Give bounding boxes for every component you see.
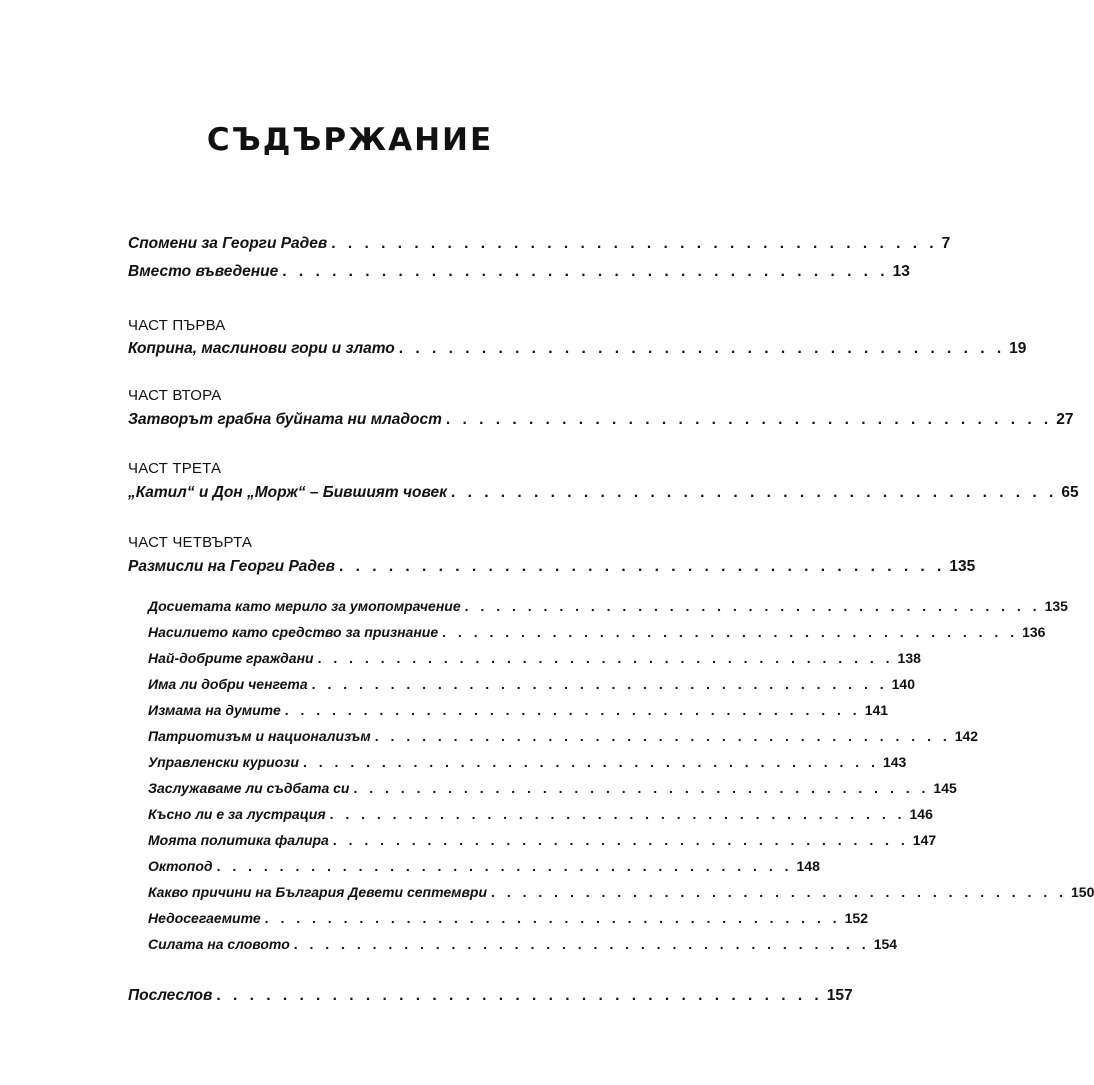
toc-entry-title: „Катил“ и Дон „Морж“ – Бившият човек (128, 484, 447, 501)
dot-leader: . . . . . . . . . . . . . . . . . . . . . . . . . . . . . . . . . . . . . (338, 558, 946, 575)
dot-leader: . . . . . . . . . . . . . . . . . . . . . . . . . . . . . . . . . . . . . (398, 340, 1006, 357)
toc-sub-entry[interactable] (148, 751, 907, 773)
part-label-1: ЧАСТ ПЪРВА (128, 317, 226, 334)
toc-entry-title: Управленски куриози (148, 754, 299, 770)
toc-entry-title: Размисли на Георги Радев (128, 558, 335, 575)
page-title: СЪДЪРЖАНИЕ (206, 122, 494, 158)
toc-entry-title: Недосегаемите (148, 910, 261, 926)
toc-page-number: 136 (1022, 624, 1046, 640)
toc-page-number: 147 (912, 832, 937, 848)
toc-entry-part-3[interactable] (128, 482, 1079, 504)
toc-entry-title: Моята политика фалира (148, 832, 329, 848)
toc-entry-introduction[interactable] (128, 261, 910, 283)
toc-sub-entry[interactable] (148, 881, 1094, 903)
toc-entry-title: Най-добрите граждани (148, 650, 314, 666)
toc-sub-entry[interactable] (148, 673, 915, 695)
toc-page-number: 157 (826, 987, 853, 1004)
toc-sub-entry[interactable] (148, 777, 957, 799)
toc-entry-memories[interactable] (128, 233, 951, 255)
toc-page-number: 148 (796, 858, 820, 874)
toc-entry-title: Силата на словото (148, 936, 290, 952)
dot-leader: . . . . . . . . . . . . . . . . . . . . . . . . . . . . . . . . . . . . . (450, 484, 1058, 501)
dot-leader: . . . . . . . . . . . . . . . . . . . . . . . . . . . . . . . . . . . . . (302, 754, 879, 770)
part-label-2: ЧАСТ ВТОРА (128, 387, 222, 404)
toc-page-number: 145 (933, 780, 957, 796)
dot-leader: . . . . . . . . . . . . . . . . . . . . . . . . . . . . . . . . . . . . . (353, 780, 930, 796)
toc-sub-entry[interactable] (148, 621, 1046, 643)
toc-sub-entry[interactable] (148, 855, 820, 877)
toc-entry-title: Патриотизъм и национализъм (148, 728, 371, 744)
toc-page-number: 135 (949, 558, 976, 575)
dot-leader: . . . . . . . . . . . . . . . . . . . . . . . . . . . . . . . . . . . . . (331, 235, 938, 252)
toc-page-number: 143 (882, 754, 907, 770)
toc-sub-entry[interactable] (148, 803, 933, 825)
toc-entry-title: Заслужаваме ли съдбата си (148, 780, 350, 796)
toc-sub-entry[interactable] (148, 699, 889, 721)
toc-entry-part-2[interactable] (128, 409, 1074, 431)
dot-leader: . . . . . . . . . . . . . . . . . . . . . . . . . . . . . . . . . . . . . (216, 987, 823, 1004)
toc-sub-entry[interactable] (148, 725, 979, 747)
toc-sub-entry[interactable] (148, 907, 868, 929)
toc-sub-entry[interactable] (148, 829, 937, 851)
dot-leader: . . . . . . . . . . . . . . . . . . . . . . . . . . . . . . . . . . . . . (464, 598, 1041, 614)
dot-leader: . . . . . . . . . . . . . . . . . . . . . . . . . . . . . . . . . . . . . (442, 624, 1019, 640)
toc-entry-title: Вместо въведение (128, 263, 279, 280)
toc-page-number: 19 (1009, 340, 1027, 357)
dot-leader: . . . . . . . . . . . . . . . . . . . . . . . . . . . . . . . . . . . . . (329, 806, 906, 822)
toc-page-number: 27 (1056, 411, 1074, 428)
dot-leader: . . . . . . . . . . . . . . . . . . . . . . . . . . . . . . . . . . . . . (284, 702, 861, 718)
dot-leader: . . . . . . . . . . . . . . . . . . . . . . . . . . . . . . . . . . . . . (293, 936, 870, 952)
toc-page-number: 140 (891, 676, 915, 692)
toc-entry-part-4[interactable] (128, 556, 976, 578)
toc-page-number: 141 (864, 702, 889, 718)
toc-sub-entry[interactable] (148, 595, 1068, 617)
toc-entry-title: Послеслов (128, 987, 213, 1004)
toc-entry-title: Има ли добри ченгета (148, 676, 308, 692)
dot-leader: . . . . . . . . . . . . . . . . . . . . . . . . . . . . . . . . . . . . . (311, 676, 888, 692)
toc-entry-title: Коприна, маслинови гори и злато (128, 340, 395, 357)
toc-entry-title: Спомени за Георги Радев (128, 235, 328, 252)
part-label-3: ЧАСТ ТРЕТА (128, 460, 222, 477)
toc-entry-title: Затворът грабна буйната ни младост (128, 411, 442, 428)
part-label-4: ЧАСТ ЧЕТВЪРТА (128, 534, 253, 551)
dot-leader: . . . . . . . . . . . . . . . . . . . . . . . . . . . . . . . . . . . . . (216, 858, 793, 874)
toc-entry-part-1[interactable] (128, 338, 1027, 360)
toc-page-number: 65 (1061, 484, 1079, 501)
toc-sub-entry[interactable] (148, 647, 921, 669)
toc-entry-title: Октопод (148, 858, 213, 874)
toc-entry-title: Досиетата като мерило за умопомрачение (148, 598, 461, 614)
dot-leader: . . . . . . . . . . . . . . . . . . . . . . . . . . . . . . . . . . . . . (282, 263, 889, 280)
toc-entry-title: Измама на думите (148, 702, 281, 718)
toc-page-number: 135 (1044, 598, 1068, 614)
toc-page-number: 13 (892, 263, 910, 280)
dot-leader: . . . . . . . . . . . . . . . . . . . . . . . . . . . . . . . . . . . . . (491, 884, 1067, 900)
dot-leader: . . . . . . . . . . . . . . . . . . . . . . . . . . . . . . . . . . . . . (374, 728, 951, 744)
toc-page-number: 142 (954, 728, 979, 744)
dot-leader: . . . . . . . . . . . . . . . . . . . . . . . . . . . . . . . . . . . . . (317, 650, 894, 666)
toc-page-number: 154 (873, 936, 898, 952)
toc-entry-afterword[interactable] (128, 985, 853, 1007)
toc-sub-entry[interactable] (148, 933, 898, 955)
toc-entry-title: Късно ли е за лустрация (148, 806, 326, 822)
dot-leader: . . . . . . . . . . . . . . . . . . . . . . . . . . . . . . . . . . . . . (445, 411, 1053, 428)
toc-entry-title: Насилието като средство за признание (148, 624, 439, 640)
toc-entry-title: Какво причини на България Девети септември (148, 884, 488, 900)
toc-page-number: 150 (1071, 884, 1094, 900)
dot-leader: . . . . . . . . . . . . . . . . . . . . . . . . . . . . . . . . . . . . . (264, 910, 841, 926)
toc-page-number: 146 (909, 806, 933, 822)
toc-page-number: 138 (897, 650, 921, 666)
dot-leader: . . . . . . . . . . . . . . . . . . . . . . . . . . . . . . . . . . . . . (332, 832, 909, 848)
toc-page-number: 7 (941, 235, 951, 252)
toc-page-number: 152 (844, 910, 868, 926)
